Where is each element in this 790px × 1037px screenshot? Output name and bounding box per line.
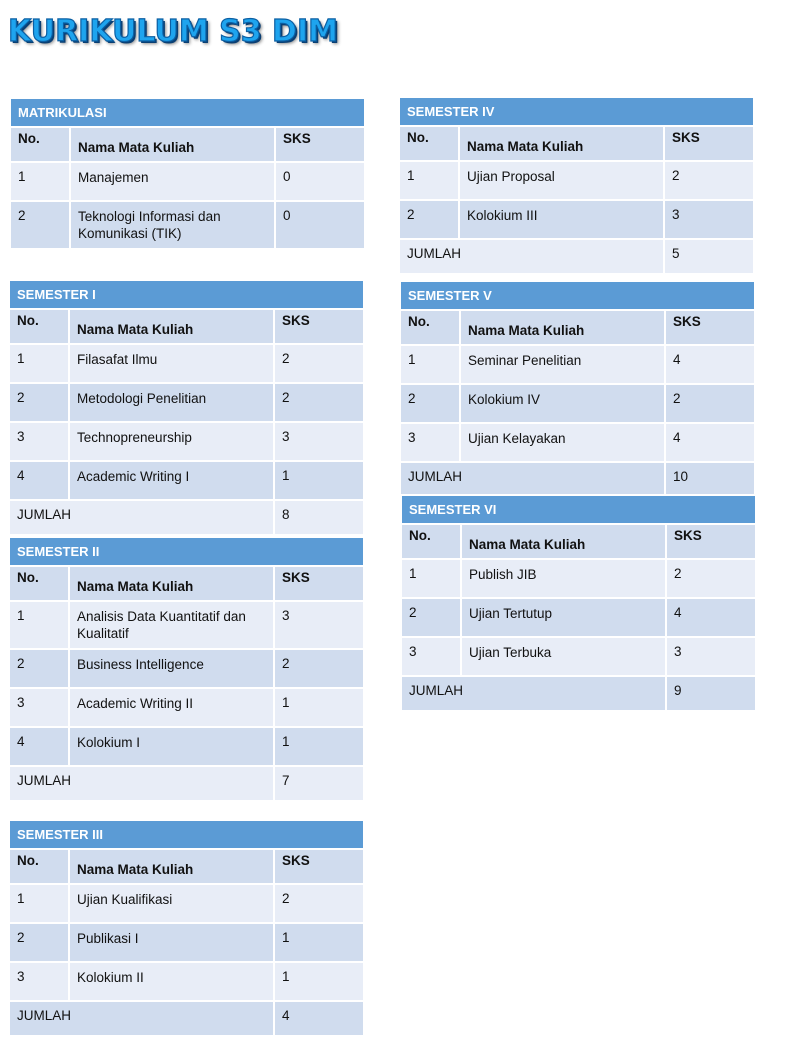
total-sks: 10 <box>665 462 755 497</box>
table-row <box>400 423 755 462</box>
table-row <box>400 345 755 384</box>
total-label: JUMLAH <box>9 766 274 801</box>
row-no: 2 <box>9 383 69 422</box>
table-title: SEMESTER II <box>9 537 364 566</box>
header-no: No. <box>399 126 459 161</box>
header-no: No. <box>9 849 69 884</box>
row-sks: 4 <box>665 345 755 384</box>
header-no: No. <box>401 524 461 559</box>
row-course: Publish JIB <box>461 559 666 598</box>
row-course: Kolokium IV <box>460 384 665 423</box>
header-no: No. <box>9 309 69 344</box>
row-sks: 3 <box>274 601 364 649</box>
row-course: Teknologi Informasi dan Komunikasi (TIK) <box>70 201 275 249</box>
header-no: No. <box>9 566 69 601</box>
row-course: Ujian Terbuka <box>461 637 666 676</box>
row-no: 3 <box>401 637 461 676</box>
row-no: 1 <box>399 161 459 200</box>
total-label: JUMLAH <box>9 1001 274 1036</box>
row-sks: 2 <box>665 384 755 423</box>
header-sks: SKS <box>274 849 364 884</box>
row-no: 2 <box>400 384 460 423</box>
header-name: Nama Mata Kuliah <box>459 126 664 161</box>
table-row <box>10 201 365 249</box>
total-row <box>9 1001 364 1036</box>
total-label: JUMLAH <box>400 462 665 497</box>
table-title: SEMESTER IV <box>399 97 754 126</box>
row-sks: 3 <box>664 200 754 239</box>
row-no: 4 <box>9 461 69 500</box>
row-sks: 4 <box>665 423 755 462</box>
table-row <box>401 637 756 676</box>
table-title: SEMESTER VI <box>401 495 756 524</box>
row-sks: 2 <box>666 559 756 598</box>
row-course: Ujian Kelayakan <box>460 423 665 462</box>
row-sks: 3 <box>274 422 364 461</box>
total-sks: 5 <box>664 239 754 274</box>
total-row <box>400 462 755 497</box>
row-sks: 1 <box>274 727 364 766</box>
table-title: SEMESTER I <box>9 280 364 309</box>
table-matrikulasi <box>9 97 366 250</box>
row-sks: 2 <box>664 161 754 200</box>
total-sks: 9 <box>666 676 756 711</box>
table-row <box>9 688 364 727</box>
row-no: 2 <box>401 598 461 637</box>
row-no: 1 <box>9 884 69 923</box>
total-row <box>9 766 364 801</box>
row-no: 1 <box>9 344 69 383</box>
table-semester-1 <box>8 279 365 536</box>
table-row <box>9 344 364 383</box>
row-sks: 4 <box>666 598 756 637</box>
header-no: No. <box>10 127 70 162</box>
table-row <box>9 601 364 649</box>
row-no: 3 <box>9 688 69 727</box>
row-course: Kolokium II <box>69 962 274 1001</box>
total-row <box>9 500 364 535</box>
total-row <box>401 676 756 711</box>
row-no: 4 <box>9 727 69 766</box>
total-sks: 4 <box>274 1001 364 1036</box>
table-row <box>9 649 364 688</box>
table-row <box>9 422 364 461</box>
row-sks: 3 <box>666 637 756 676</box>
row-course: Academic Writing I <box>69 461 274 500</box>
table-title: SEMESTER V <box>400 281 755 310</box>
header-sks: SKS <box>666 524 756 559</box>
header-name: Nama Mata Kuliah <box>69 309 274 344</box>
page-title: KURIKULUM S3 DIM <box>8 14 338 49</box>
table-row <box>9 461 364 500</box>
row-course: Publikasi I <box>69 923 274 962</box>
table-row <box>9 884 364 923</box>
row-no: 2 <box>9 649 69 688</box>
row-course: Business Intelligence <box>69 649 274 688</box>
table-semester-6 <box>400 494 757 712</box>
row-course: Academic Writing II <box>69 688 274 727</box>
table-title: SEMESTER III <box>9 820 364 849</box>
table-semester-5 <box>399 280 756 498</box>
total-label: JUMLAH <box>401 676 666 711</box>
table-semester-3 <box>8 819 365 1037</box>
row-course: Ujian Kualifikasi <box>69 884 274 923</box>
row-course: Kolokium I <box>69 727 274 766</box>
total-sks: 7 <box>274 766 364 801</box>
row-sks: 1 <box>274 688 364 727</box>
row-course: Analisis Data Kuantitatif dan Kualitatif <box>69 601 274 649</box>
row-sks: 0 <box>275 201 365 249</box>
table-row <box>401 559 756 598</box>
table-row <box>399 200 754 239</box>
row-sks: 2 <box>274 344 364 383</box>
table-row <box>400 384 755 423</box>
header-sks: SKS <box>274 309 364 344</box>
row-course: Ujian Proposal <box>459 161 664 200</box>
row-no: 3 <box>9 422 69 461</box>
row-no: 1 <box>9 601 69 649</box>
header-sks: SKS <box>275 127 365 162</box>
total-label: JUMLAH <box>399 239 664 274</box>
header-name: Nama Mata Kuliah <box>69 849 274 884</box>
row-no: 1 <box>400 345 460 384</box>
row-no: 1 <box>401 559 461 598</box>
header-sks: SKS <box>274 566 364 601</box>
row-sks: 2 <box>274 884 364 923</box>
row-sks: 1 <box>274 923 364 962</box>
total-row <box>399 239 754 274</box>
header-no: No. <box>400 310 460 345</box>
row-no: 1 <box>10 162 70 201</box>
row-sks: 1 <box>274 461 364 500</box>
header-name: Nama Mata Kuliah <box>70 127 275 162</box>
row-course: Seminar Penelitian <box>460 345 665 384</box>
table-semester-2 <box>8 536 365 802</box>
table-row <box>9 383 364 422</box>
row-no: 2 <box>10 201 70 249</box>
row-sks: 2 <box>274 649 364 688</box>
row-no: 3 <box>9 962 69 1001</box>
row-course: Metodologi Penelitian <box>69 383 274 422</box>
row-no: 2 <box>9 923 69 962</box>
table-row <box>9 962 364 1001</box>
row-sks: 0 <box>275 162 365 201</box>
row-no: 3 <box>400 423 460 462</box>
row-course: Filasafat Ilmu <box>69 344 274 383</box>
header-sks: SKS <box>665 310 755 345</box>
header-name: Nama Mata Kuliah <box>461 524 666 559</box>
header-name: Nama Mata Kuliah <box>69 566 274 601</box>
table-row <box>9 727 364 766</box>
row-sks: 1 <box>274 962 364 1001</box>
table-title: MATRIKULASI <box>10 98 365 127</box>
row-sks: 2 <box>274 383 364 422</box>
header-sks: SKS <box>664 126 754 161</box>
table-row <box>399 161 754 200</box>
row-course: Manajemen <box>70 162 275 201</box>
row-course: Technopreneurship <box>69 422 274 461</box>
row-course: Kolokium III <box>459 200 664 239</box>
total-sks: 8 <box>274 500 364 535</box>
table-semester-4 <box>398 96 755 275</box>
row-no: 2 <box>399 200 459 239</box>
total-label: JUMLAH <box>9 500 274 535</box>
row-course: Ujian Tertutup <box>461 598 666 637</box>
header-name: Nama Mata Kuliah <box>460 310 665 345</box>
table-row <box>401 598 756 637</box>
table-row <box>9 923 364 962</box>
table-row <box>10 162 365 201</box>
